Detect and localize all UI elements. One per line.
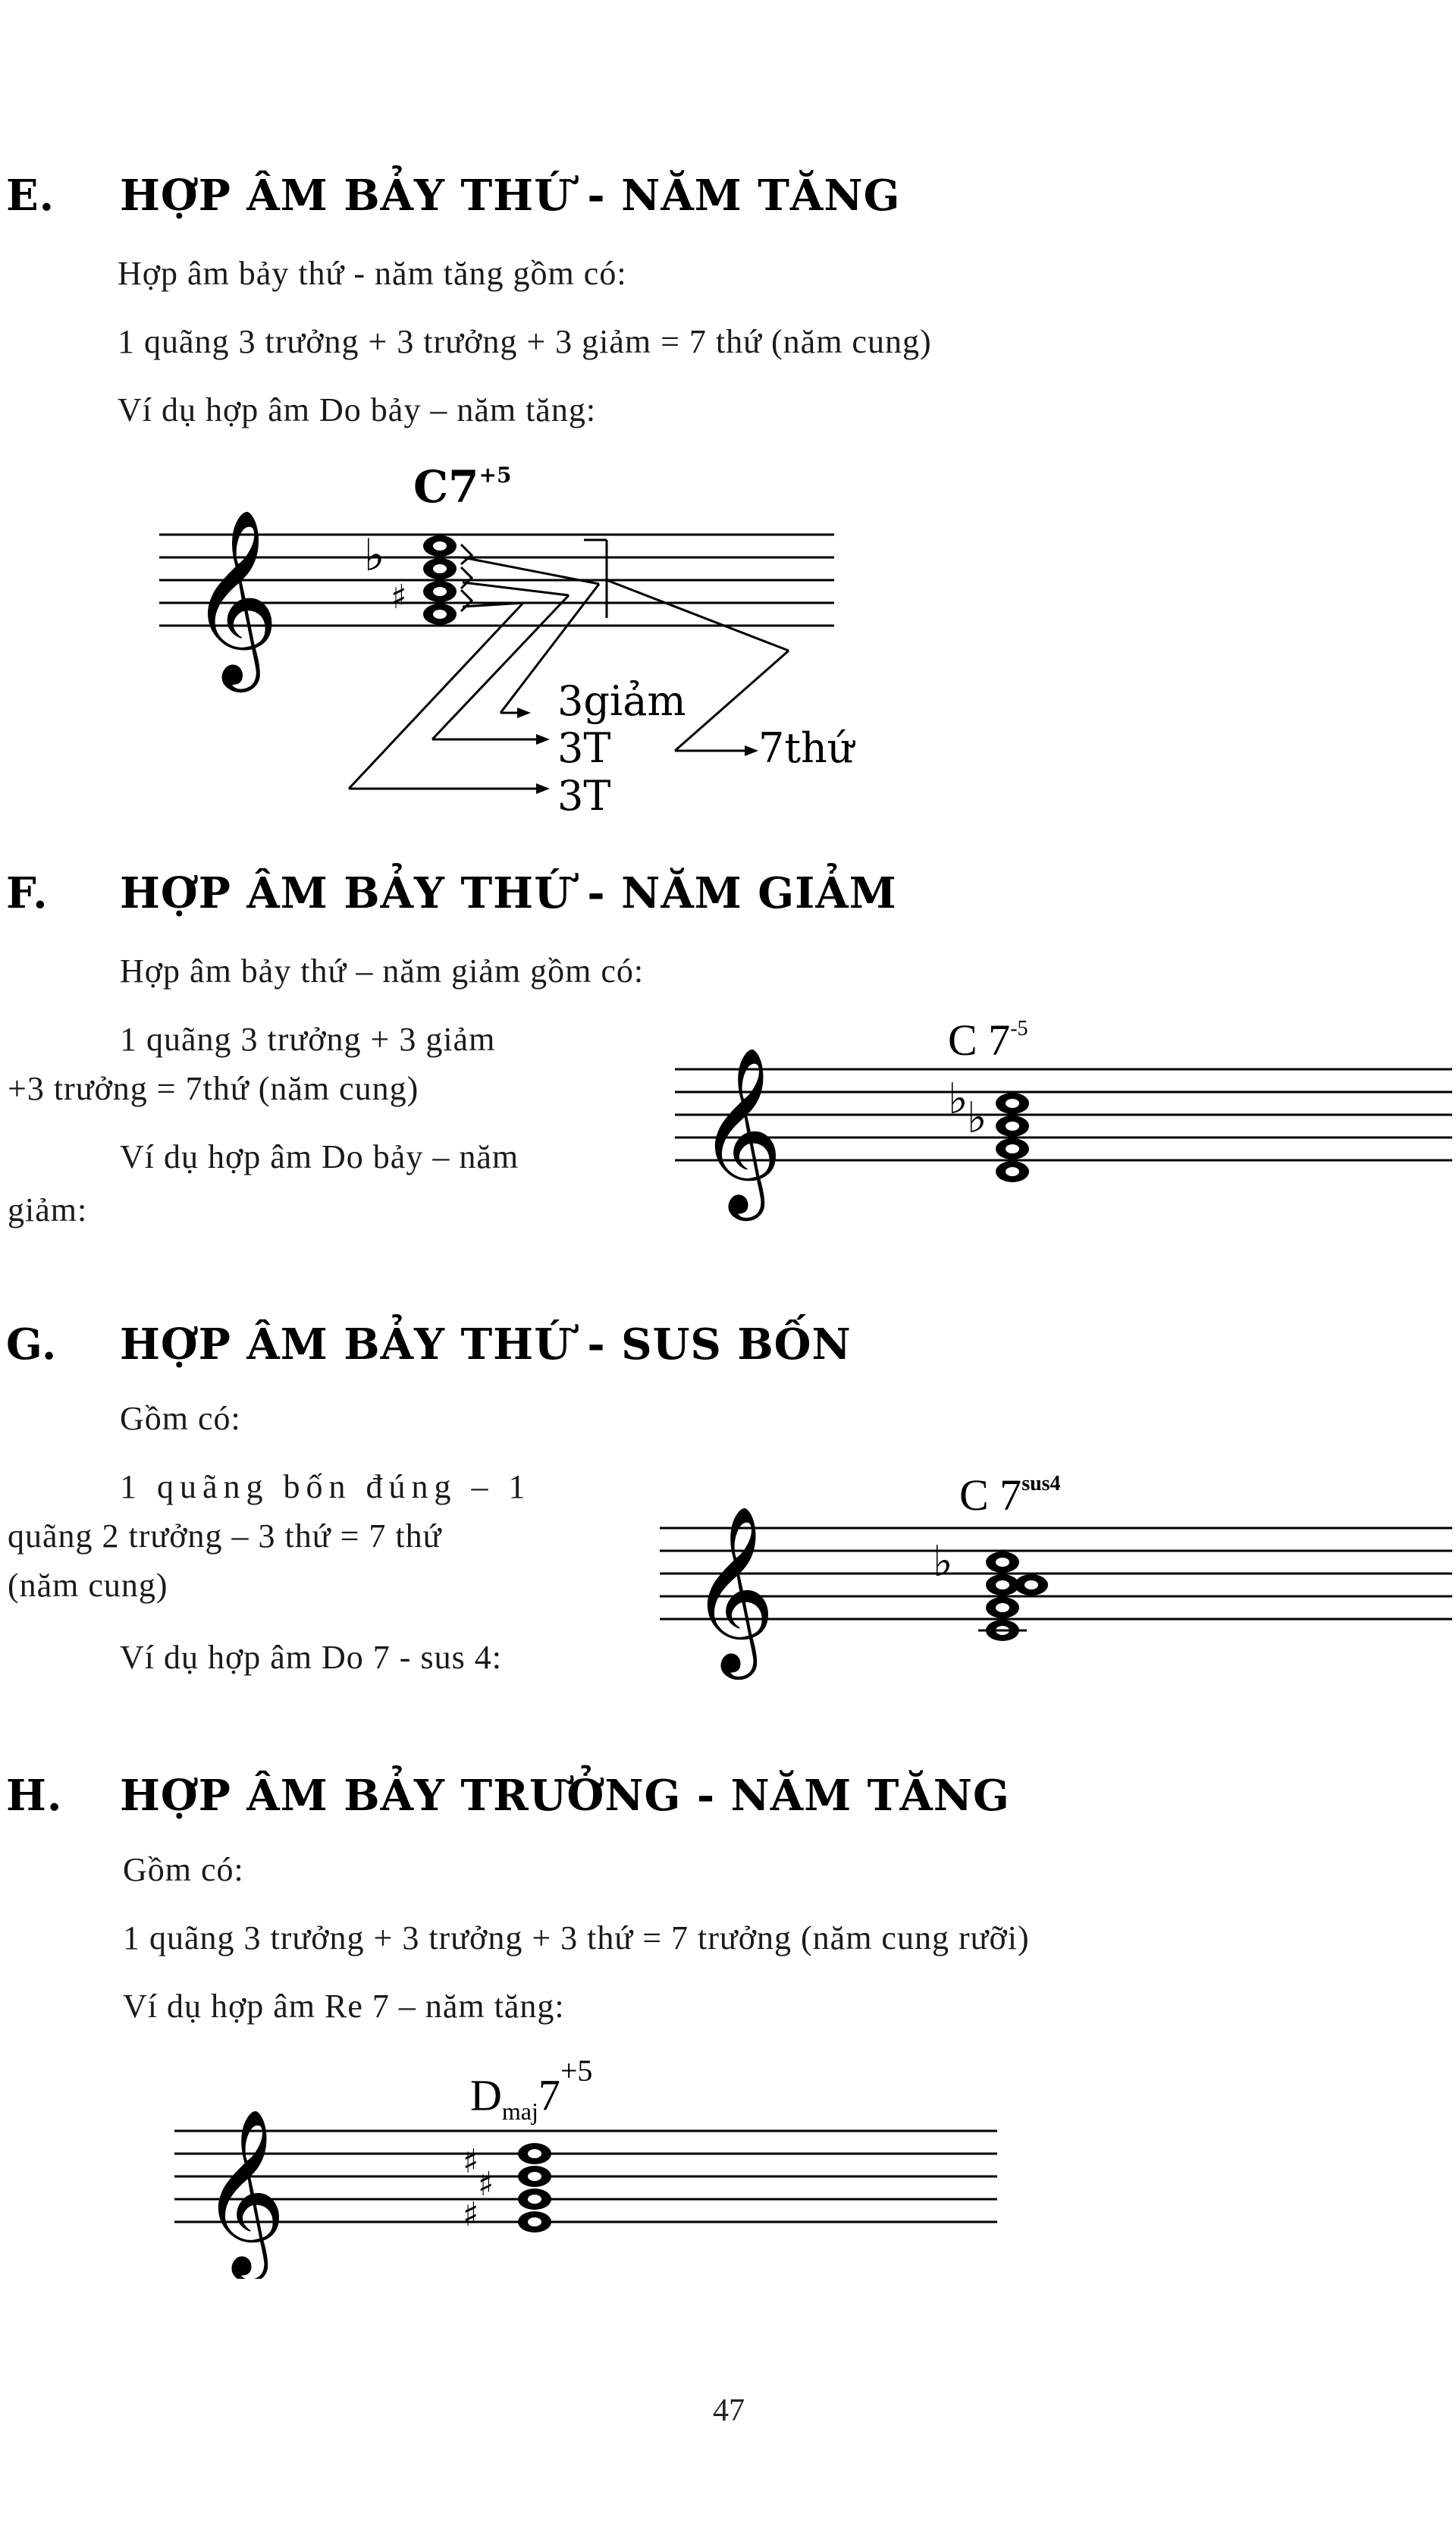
section-e-line2: 1 quãng 3 trưởng + 3 trưởng + 3 giảm = 7 thứ (năm cung) <box>118 323 932 360</box>
section-f-staff <box>675 1031 1456 1228</box>
treble-clef-icon: 𝄞 <box>698 1046 783 1213</box>
chord-superscript: sus4 <box>1021 1471 1061 1495</box>
treble-clef-icon: 𝄞 <box>190 508 280 685</box>
label-3t-upper: 3T <box>557 724 611 772</box>
flat-sign-icon: ♭ <box>967 1094 987 1143</box>
section-f-line3a: Ví dụ hợp âm Do bảy – năm <box>120 1138 519 1175</box>
treble-clef-icon: 𝄞 <box>690 1505 776 1672</box>
page-number: 47 <box>713 2393 745 2428</box>
section-h-line1: Gồm có: <box>123 1851 244 1888</box>
section-e-letter: E. <box>6 171 55 221</box>
chord-superscript: +5 <box>560 2054 593 2088</box>
section-h-line2: 1 quãng 3 trưởng + 3 trưởng + 3 thứ = 7 trưởng (năm cung rưỡi) <box>123 1919 1030 1956</box>
chord-superscript: -5 <box>1010 1016 1028 1040</box>
chord-name: C7 <box>413 461 479 513</box>
sharp-sign-icon: ♯ <box>391 578 407 617</box>
section-h-staff <box>174 2082 1016 2279</box>
section-g-line1: Gồm có: <box>120 1400 241 1437</box>
section-g-letter: G. <box>6 1320 58 1370</box>
section-e-title: HỢP ÂM BẢY THỨ - NĂM TĂNG <box>120 171 901 221</box>
chord-name: D <box>470 2070 502 2120</box>
section-g-staff <box>660 1483 1456 1680</box>
flat-sign-icon: ♭ <box>933 1537 953 1586</box>
section-f-line3b: giảm: <box>8 1191 88 1228</box>
section-h-letter: H. <box>6 1771 63 1821</box>
section-f-line2b: +3 trưởng = 7thứ (năm cung) <box>8 1070 419 1107</box>
section-e-line1: Hợp âm bảy thứ - năm tăng gồm có: <box>118 255 627 292</box>
sharp-sign-icon: ♯ <box>463 2195 479 2234</box>
section-g-title: HỢP ÂM BẢY THỨ - SUS BỐN <box>120 1320 852 1370</box>
section-g-line2b: quãng 2 trưởng – 3 thứ = 7 thứ <box>8 1517 442 1555</box>
chord-superscript: +5 <box>479 462 512 488</box>
sharp-sign-icon: ♯ <box>478 2165 494 2204</box>
label-3giam: 3giảm <box>557 677 686 725</box>
section-h-line3: Ví dụ hợp âm Re 7 – năm tăng: <box>123 1988 565 2025</box>
chord-name: C 7 <box>948 1015 1011 1065</box>
label-7thu: 7thứ <box>758 724 854 772</box>
treble-clef-icon: 𝄞 <box>201 2107 287 2275</box>
chord-number: 7 <box>538 2070 560 2120</box>
flat-sign-icon: ♭ <box>948 1075 968 1124</box>
section-f-line2a: 1 quãng 3 trưởng + 3 giảm <box>120 1021 496 1058</box>
section-g-line3: Ví dụ hợp âm Do 7 - sus 4: <box>120 1639 502 1676</box>
section-h-title: HỢP ÂM BẢY TRƯỞNG - NĂM TĂNG <box>120 1771 1010 1821</box>
chord-subscript: maj <box>501 2097 538 2125</box>
section-f-line1: Hợp âm bảy thứ – năm giảm gồm có: <box>120 952 645 990</box>
label-3t-lower: 3T <box>557 772 611 820</box>
section-e-line3: Ví dụ hợp âm Do bảy – năm tăng: <box>118 391 597 428</box>
section-g-line2a: 1 quãng bốn đúng – 1 <box>120 1468 532 1505</box>
section-f-title: HỢP ÂM BẢY THỨ - NĂM GIẢM <box>120 868 897 918</box>
section-f-letter: F. <box>6 868 49 918</box>
flat-sign-icon: ♭ <box>364 529 385 581</box>
section-g-line2c: (năm cung) <box>8 1567 168 1604</box>
chord-name: C 7 <box>959 1470 1022 1520</box>
sharp-sign-icon: ♯ <box>463 2142 479 2181</box>
